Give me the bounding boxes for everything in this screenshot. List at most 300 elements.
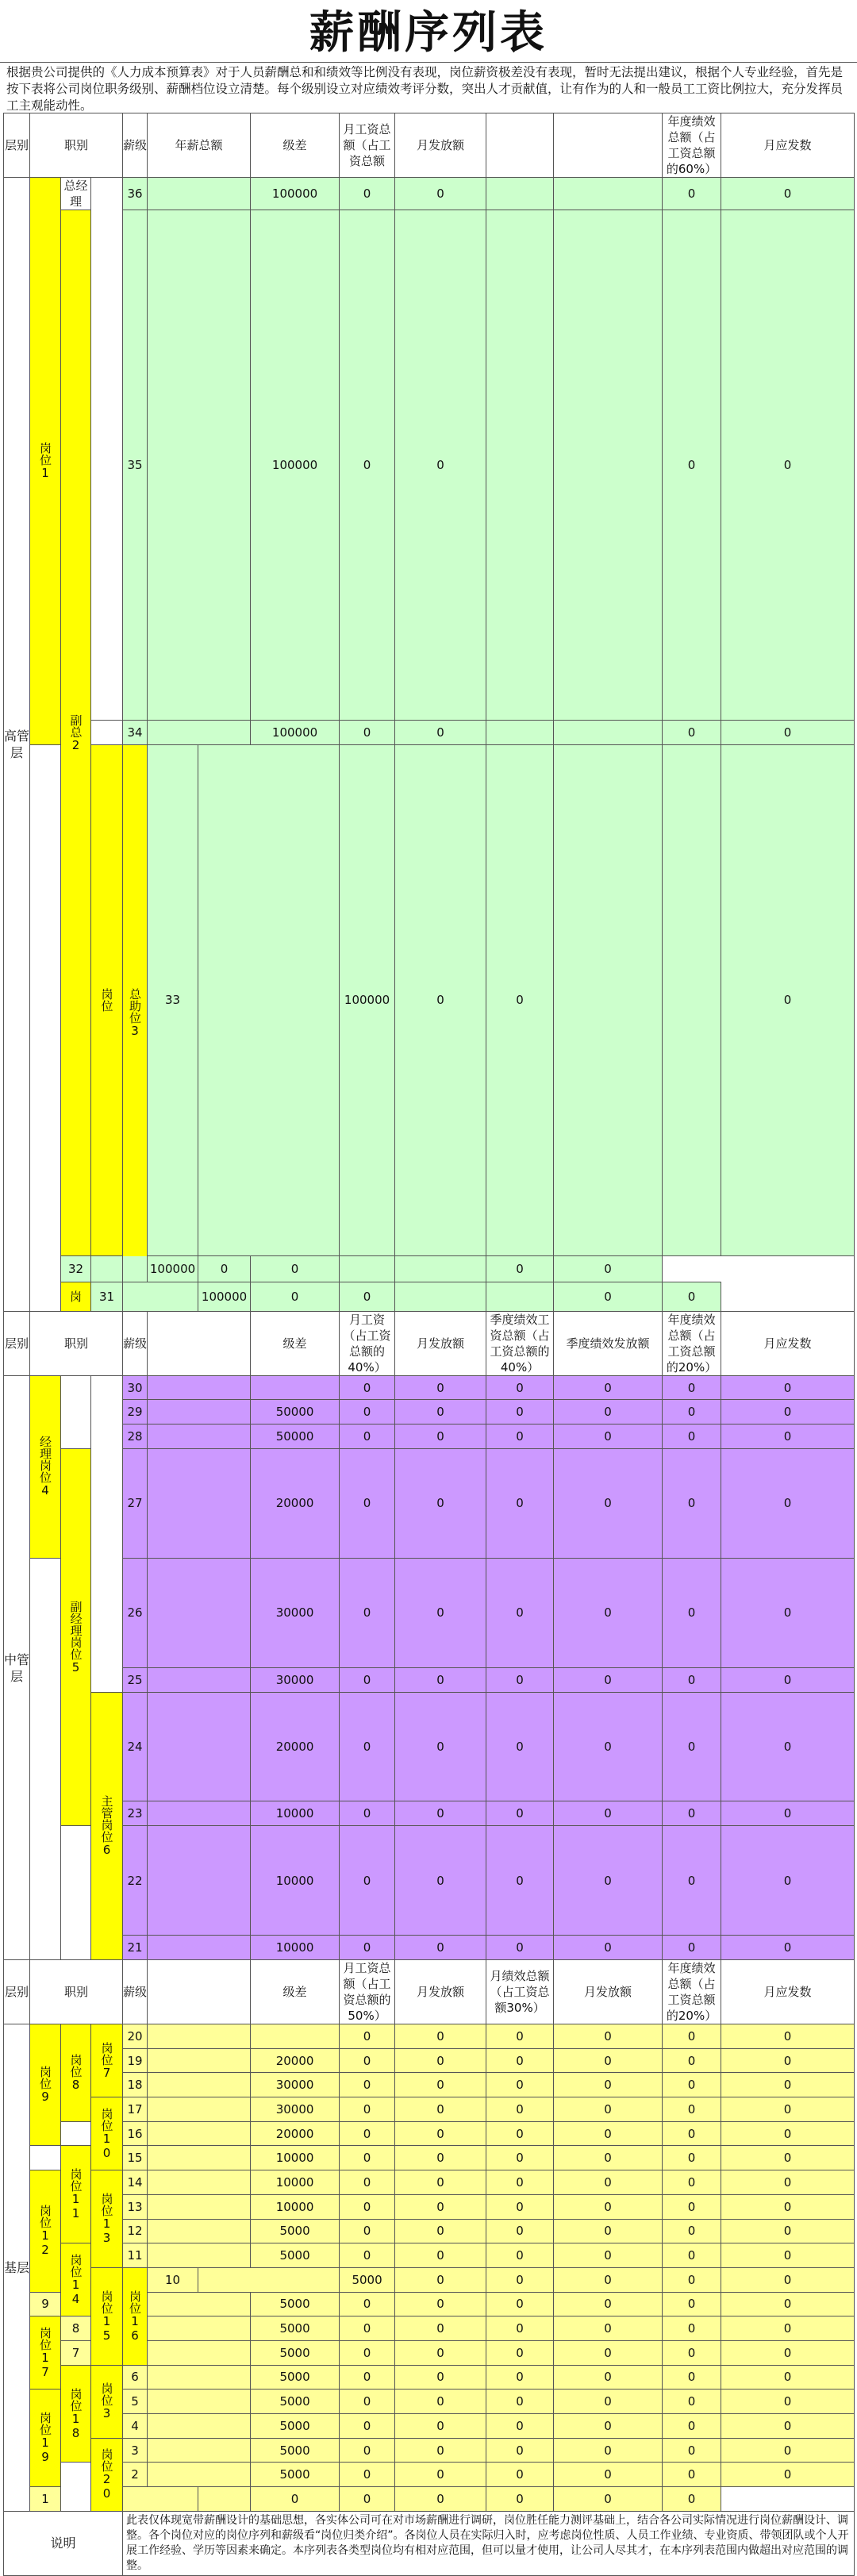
grade-cell: 6 bbox=[123, 2365, 148, 2390]
table-row bbox=[4, 2219, 855, 2243]
layer-label: 高管层 bbox=[4, 178, 30, 1312]
due-cell: 0 bbox=[721, 1400, 855, 1424]
perf-cell: 0 bbox=[486, 2024, 554, 2049]
perf-cell bbox=[486, 720, 554, 744]
header-perf-paid bbox=[554, 113, 663, 178]
perf-paid-cell: 0 bbox=[554, 2365, 663, 2390]
paid-cell: 0 bbox=[486, 744, 554, 1256]
position-label: 岗位8 bbox=[61, 2024, 91, 2122]
annual-cell bbox=[123, 2487, 198, 2512]
monthly-cell: 0 bbox=[395, 744, 486, 1256]
diff-cell: 10000 bbox=[251, 1801, 340, 1826]
annual-cell bbox=[148, 1558, 251, 1667]
perf-paid-cell: 0 bbox=[554, 2414, 663, 2439]
perf-cell bbox=[340, 1256, 395, 1282]
annual-perf-cell: 0 bbox=[663, 1449, 721, 1559]
perf-cell: 0 bbox=[486, 2365, 554, 2390]
monthly-cell: 0 bbox=[340, 1558, 395, 1667]
header-grade: 薪级 bbox=[123, 1312, 148, 1376]
paid-cell: 0 bbox=[395, 1558, 486, 1667]
monthly-cell: 0 bbox=[340, 210, 395, 721]
perf-paid-cell: 0 bbox=[554, 2390, 663, 2414]
header-perf-total bbox=[486, 113, 554, 178]
grade-cell: 17 bbox=[123, 2097, 148, 2122]
header-annual bbox=[148, 1960, 251, 2024]
grade-cell: 10 bbox=[148, 2267, 198, 2292]
perf-paid-cell bbox=[395, 1256, 486, 1282]
annual-perf-cell: 0 bbox=[663, 1936, 721, 1960]
header-monthly-paid: 月发放额 bbox=[395, 1960, 486, 2024]
header-diff: 级差 bbox=[251, 1312, 340, 1376]
annual-cell bbox=[148, 1936, 251, 1960]
grade-cell: 33 bbox=[148, 744, 198, 1256]
position-label: 岗位13 bbox=[91, 2170, 123, 2268]
due-cell: 0 bbox=[721, 720, 855, 744]
table-row bbox=[4, 2390, 855, 2414]
monthly-cell: 0 bbox=[340, 2463, 395, 2487]
diff-cell: 5000 bbox=[340, 2267, 395, 2292]
due-cell: 0 bbox=[721, 2170, 855, 2195]
monthly-cell: 0 bbox=[340, 720, 395, 744]
annual-perf-cell: 0 bbox=[663, 1692, 721, 1801]
grade-cell: 8 bbox=[61, 2316, 91, 2341]
grade-cell: 29 bbox=[123, 1400, 148, 1424]
grade-cell: 28 bbox=[123, 1424, 148, 1449]
due-cell: 0 bbox=[663, 1282, 721, 1312]
grade-cell: 12 bbox=[123, 2219, 148, 2243]
due-cell: 0 bbox=[721, 2073, 855, 2097]
perf-cell: 0 bbox=[486, 2219, 554, 2243]
monthly-cell: 0 bbox=[340, 2024, 395, 2049]
annual-perf-cell: 0 bbox=[663, 210, 721, 721]
annual-cell bbox=[148, 2243, 251, 2268]
annual-cell bbox=[148, 2292, 251, 2316]
diff-cell: 100000 bbox=[251, 210, 340, 721]
grade-cell: 16 bbox=[123, 2121, 148, 2146]
diff-cell: 100000 bbox=[148, 1256, 198, 1282]
perf-cell: 0 bbox=[486, 2097, 554, 2122]
monthly-cell: 0 bbox=[340, 2292, 395, 2316]
annual-perf-cell: 0 bbox=[663, 2463, 721, 2487]
table-row bbox=[4, 178, 855, 210]
annual-cell bbox=[148, 1801, 251, 1826]
monthly-cell: 0 bbox=[340, 2121, 395, 2146]
annual-perf-cell: 0 bbox=[663, 1558, 721, 1667]
perf-cell: 0 bbox=[486, 2073, 554, 2097]
table-row bbox=[4, 1256, 855, 1282]
grade-cell: 2 bbox=[123, 2463, 148, 2487]
annual-perf-cell: 0 bbox=[663, 2292, 721, 2316]
perf-cell bbox=[486, 178, 554, 210]
blank-cell bbox=[61, 2463, 91, 2511]
table-row bbox=[4, 2487, 855, 2512]
diff-cell: 30000 bbox=[251, 1667, 340, 1692]
diff-cell: 30000 bbox=[251, 1558, 340, 1667]
table-row bbox=[4, 2146, 855, 2170]
paid-cell: 0 bbox=[395, 720, 486, 744]
paid-cell: 0 bbox=[395, 2121, 486, 2146]
monthly-cell: 0 bbox=[340, 2146, 395, 2170]
perf-cell: 0 bbox=[486, 2292, 554, 2316]
annual-cell bbox=[148, 1826, 251, 1936]
header-monthly-total: 月工资（占工资总额的40%） bbox=[340, 1312, 395, 1376]
position-label: 岗位11 bbox=[61, 2146, 91, 2243]
due-cell: 0 bbox=[721, 1801, 855, 1826]
annual-cell bbox=[148, 2438, 251, 2463]
annual-perf-cell: 0 bbox=[663, 2073, 721, 2097]
senior-header-row bbox=[4, 113, 855, 178]
header-layer: 层别 bbox=[4, 113, 30, 178]
table-row bbox=[4, 2048, 855, 2073]
monthly-cell: 0 bbox=[340, 1424, 395, 1449]
diff-cell: 5000 bbox=[251, 2243, 340, 2268]
perf-paid-cell: 0 bbox=[554, 1400, 663, 1424]
annual-perf-cell: 0 bbox=[663, 2438, 721, 2463]
perf-paid-cell: 0 bbox=[554, 2073, 663, 2097]
annual-perf-cell: 0 bbox=[554, 2487, 663, 2512]
annual-perf-cell: 0 bbox=[663, 2146, 721, 2170]
due-cell: 0 bbox=[721, 1376, 855, 1400]
layer-label: 中管层 bbox=[4, 1376, 30, 1960]
monthly-cell: 0 bbox=[340, 1400, 395, 1424]
header-monthly-due: 月应发数 bbox=[721, 113, 855, 178]
perf-cell: 0 bbox=[486, 1936, 554, 1960]
paid-cell: 0 bbox=[395, 1449, 486, 1559]
blank-cell bbox=[30, 2146, 61, 2170]
grade-cell: 9 bbox=[30, 2292, 61, 2316]
perf-paid-cell: 0 bbox=[554, 1449, 663, 1559]
monthly-cell: 0 bbox=[395, 2267, 486, 2292]
annual-perf-cell: 0 bbox=[663, 1801, 721, 1826]
paid-cell: 0 bbox=[395, 1376, 486, 1400]
perf-paid-cell: 0 bbox=[554, 2463, 663, 2487]
monthly-cell: 0 bbox=[340, 1801, 395, 1826]
table-row bbox=[4, 1449, 855, 1559]
monthly-cell: 0 bbox=[340, 2243, 395, 2268]
position-label: 岗位15 bbox=[91, 2267, 123, 2365]
perf-paid-cell: 0 bbox=[554, 2219, 663, 2243]
perf-paid-cell: 0 bbox=[554, 2316, 663, 2341]
diff-cell: 100000 bbox=[251, 178, 340, 210]
grade-cell: 19 bbox=[123, 2048, 148, 2073]
diff-cell: 5000 bbox=[251, 2390, 340, 2414]
perf-cell: 0 bbox=[486, 2146, 554, 2170]
monthly-cell: 0 bbox=[340, 2438, 395, 2463]
grade-cell: 30 bbox=[123, 1376, 148, 1400]
annual-perf-cell: 0 bbox=[663, 1376, 721, 1400]
monthly-cell: 0 bbox=[340, 1826, 395, 1936]
grade-cell: 7 bbox=[61, 2340, 91, 2365]
paid-cell: 0 bbox=[251, 1256, 340, 1282]
annual-cell bbox=[148, 2365, 251, 2390]
blank-cell bbox=[61, 1376, 91, 1449]
monthly-cell: 0 bbox=[340, 178, 395, 210]
due-cell: 0 bbox=[721, 1692, 855, 1801]
annual-perf-cell: 0 bbox=[663, 178, 721, 210]
diff-cell: 50000 bbox=[251, 1400, 340, 1424]
perf-paid-cell: 0 bbox=[554, 2243, 663, 2268]
position-label: 岗位1 bbox=[30, 178, 61, 745]
due-cell: 0 bbox=[721, 2316, 855, 2341]
due-cell: 0 bbox=[663, 2487, 721, 2512]
paid-cell: 0 bbox=[340, 1282, 395, 1312]
monthly-cell: 0 bbox=[340, 2390, 395, 2414]
monthly-cell: 0 bbox=[340, 1692, 395, 1801]
table-row bbox=[4, 2170, 855, 2195]
paid-cell: 0 bbox=[340, 2487, 395, 2512]
annual-perf-cell: 0 bbox=[663, 2024, 721, 2049]
monthly-cell: 0 bbox=[340, 2097, 395, 2122]
paid-cell: 0 bbox=[395, 1826, 486, 1936]
annual-perf-cell: 0 bbox=[663, 2390, 721, 2414]
position-label: 岗位7 bbox=[91, 2024, 123, 2097]
header-position: 职别 bbox=[30, 1312, 123, 1376]
perf-paid-cell: 0 bbox=[554, 2170, 663, 2195]
monthly-cell: 0 bbox=[340, 2194, 395, 2219]
due-cell: 0 bbox=[721, 2463, 855, 2487]
perf-cell: 0 bbox=[486, 1400, 554, 1424]
position-label: 岗 bbox=[61, 1282, 91, 1312]
grade-cell: 4 bbox=[123, 2414, 148, 2439]
position-label: 岗位14 bbox=[61, 2243, 91, 2316]
annual-perf-cell: 0 bbox=[663, 2194, 721, 2219]
due-cell: 0 bbox=[721, 1449, 855, 1559]
grade-cell: 22 bbox=[123, 1826, 148, 1936]
due-cell: 0 bbox=[721, 1424, 855, 1449]
paid-cell: 0 bbox=[395, 2097, 486, 2122]
perf-paid-cell: 0 bbox=[554, 2194, 663, 2219]
annual-perf-cell: 0 bbox=[663, 1826, 721, 1936]
paid-cell: 0 bbox=[395, 2243, 486, 2268]
annual-cell bbox=[148, 1449, 251, 1559]
paid-cell: 0 bbox=[395, 2414, 486, 2439]
paid-cell: 0 bbox=[395, 2316, 486, 2341]
due-cell: 0 bbox=[721, 2243, 855, 2268]
perf-cell: 0 bbox=[486, 1801, 554, 1826]
diff-cell: 5000 bbox=[251, 2292, 340, 2316]
diff-cell: 5000 bbox=[251, 2414, 340, 2439]
perf-cell bbox=[395, 1282, 486, 1312]
paid-cell: 0 bbox=[395, 2365, 486, 2390]
header-annual-perf: 年度绩效总额（占工资总额的20%） bbox=[663, 1960, 721, 2024]
diff-cell: 10000 bbox=[251, 1936, 340, 1960]
due-cell: 0 bbox=[721, 2024, 855, 2049]
header-perf-total: 季度绩效工资总额（占工资总额的40%） bbox=[486, 1312, 554, 1376]
perf-cell bbox=[486, 210, 554, 721]
diff-cell: 10000 bbox=[251, 1826, 340, 1936]
table-row bbox=[4, 2243, 855, 2268]
table-row bbox=[4, 2365, 855, 2390]
due-cell: 0 bbox=[721, 1667, 855, 1692]
perf-cell: 0 bbox=[486, 1667, 554, 1692]
grade-cell: 27 bbox=[123, 1449, 148, 1559]
monthly-cell: 0 bbox=[198, 1256, 251, 1282]
table-row bbox=[4, 744, 855, 1256]
header-grade: 薪级 bbox=[123, 113, 148, 178]
due-cell: 0 bbox=[721, 2292, 855, 2316]
table-row bbox=[4, 1282, 855, 1312]
perf-paid-cell: 0 bbox=[554, 2340, 663, 2365]
perf-paid-cell: 0 bbox=[554, 2097, 663, 2122]
annual-perf-cell: 0 bbox=[663, 2365, 721, 2390]
annual-perf-cell: 0 bbox=[663, 1400, 721, 1424]
diff-cell bbox=[251, 2024, 340, 2049]
diff-cell: 5000 bbox=[251, 2316, 340, 2341]
perf-paid-cell: 0 bbox=[554, 1692, 663, 1801]
perf-paid-cell: 0 bbox=[663, 2267, 721, 2292]
monthly-cell: 0 bbox=[340, 2365, 395, 2390]
table-row bbox=[4, 2414, 855, 2439]
table-row bbox=[4, 1826, 855, 1936]
paid-cell: 0 bbox=[395, 2048, 486, 2073]
perf-cell: 0 bbox=[486, 2390, 554, 2414]
table-row bbox=[4, 1692, 855, 1801]
blank-cell bbox=[61, 1826, 91, 1960]
paid-cell: 0 bbox=[395, 1424, 486, 1449]
perf-paid-cell: 0 bbox=[554, 2121, 663, 2146]
annual-cell bbox=[148, 2097, 251, 2122]
table-row bbox=[4, 2194, 855, 2219]
paid-cell: 0 bbox=[395, 2024, 486, 2049]
diff-cell: 5000 bbox=[251, 2463, 340, 2487]
annual-perf-cell: 0 bbox=[663, 2316, 721, 2341]
middle-header-row bbox=[4, 1312, 855, 1376]
table-row bbox=[4, 1558, 855, 1667]
grade-cell: 25 bbox=[123, 1667, 148, 1692]
position-label: 岗位12 bbox=[30, 2170, 61, 2292]
perf-cell: 0 bbox=[486, 2316, 554, 2341]
position-label: 岗位18 bbox=[61, 2365, 91, 2463]
grade-cell: 35 bbox=[123, 210, 148, 721]
monthly-cell: 0 bbox=[340, 2073, 395, 2097]
header-annual-perf: 年度绩效总额（占工资总额的60%） bbox=[663, 113, 721, 178]
perf-cell: 0 bbox=[486, 2340, 554, 2365]
diff-cell bbox=[198, 2487, 251, 2512]
diff-cell: 50000 bbox=[251, 1424, 340, 1449]
diff-cell: 100000 bbox=[198, 1282, 251, 1312]
paid-cell: 0 bbox=[395, 2390, 486, 2414]
annual-perf-cell: 0 bbox=[663, 1667, 721, 1692]
paid-cell: 0 bbox=[395, 2219, 486, 2243]
paid-cell: 0 bbox=[395, 2292, 486, 2316]
perf-paid-cell: 0 bbox=[554, 2146, 663, 2170]
table-row bbox=[4, 720, 855, 744]
table-row bbox=[4, 2097, 855, 2122]
header-perf-total: 月绩效总额（占工资总额30%） bbox=[486, 1960, 554, 2024]
perf-cell: 0 bbox=[486, 1558, 554, 1667]
perf-paid-cell bbox=[486, 1282, 554, 1312]
annual-cell bbox=[148, 1692, 251, 1801]
diff-cell: 10000 bbox=[251, 2146, 340, 2170]
perf-cell: 0 bbox=[486, 1449, 554, 1559]
paid-cell: 0 bbox=[395, 2194, 486, 2219]
annual-cell bbox=[148, 2390, 251, 2414]
annual-cell bbox=[148, 1667, 251, 1692]
perf-paid-cell bbox=[554, 210, 663, 721]
header-perf-paid: 月发放额 bbox=[554, 1960, 663, 2024]
paid-cell: 0 bbox=[395, 2073, 486, 2097]
paid-cell: 0 bbox=[395, 1801, 486, 1826]
table-row bbox=[4, 2267, 855, 2292]
monthly-cell: 0 bbox=[340, 2219, 395, 2243]
paid-cell: 0 bbox=[395, 1400, 486, 1424]
header-diff: 级差 bbox=[251, 1960, 340, 2024]
annual-perf-cell: 0 bbox=[663, 720, 721, 744]
due-cell: 0 bbox=[721, 2365, 855, 2390]
perf-paid-cell bbox=[663, 744, 721, 1256]
header-layer: 层别 bbox=[4, 1312, 30, 1376]
blank-cell bbox=[91, 1376, 123, 1693]
table-row bbox=[4, 1400, 855, 1424]
page-title: 薪酬序列表 bbox=[0, 0, 857, 63]
perf-paid-cell: 0 bbox=[554, 1936, 663, 1960]
perf-paid-cell: 0 bbox=[554, 1826, 663, 1936]
grade-cell: 24 bbox=[123, 1692, 148, 1801]
diff-cell: 30000 bbox=[251, 2097, 340, 2122]
paid-cell: 0 bbox=[395, 1692, 486, 1801]
perf-cell: 0 bbox=[486, 1826, 554, 1936]
monthly-cell: 0 bbox=[251, 2487, 340, 2512]
annual-cell bbox=[123, 1282, 198, 1312]
annual-perf-cell: 0 bbox=[663, 2340, 721, 2365]
header-monthly-due: 月应发数 bbox=[721, 1960, 855, 2024]
blank-cell bbox=[61, 2121, 91, 2146]
diff-cell bbox=[251, 1376, 340, 1400]
perf-cell bbox=[554, 744, 663, 1256]
header-monthly-total: 月工资总额（占工资总额 bbox=[340, 113, 395, 178]
annual-cell bbox=[148, 1400, 251, 1424]
perf-cell: 0 bbox=[486, 1376, 554, 1400]
perf-paid-cell: 0 bbox=[486, 2487, 554, 2512]
blank-cell bbox=[30, 744, 61, 1312]
position-label: 岗位20 bbox=[91, 2438, 123, 2511]
monthly-cell: 0 bbox=[340, 2048, 395, 2073]
annual-cell bbox=[148, 720, 251, 744]
grade-cell: 18 bbox=[123, 2073, 148, 2097]
base-header-row bbox=[4, 1960, 855, 2024]
footer-text: 此表仅体现宽带薪酬设计的基础思想，各实体公司可在对市场薪酬进行调研，岗位胜任能力测评基础上，结合各公司实际情况进行岗位薪酬设计、调整。各个岗位对应的岗位序列和薪级看“岗位归类介绍”。各岗位人员在实际归入时，应考虑岗位性质、人员工作业绩、专业资质、带领团队或个人开展工作经验、学历等因素来确定。本序列表各类型岗位均有相对应范围，但可以量才使用，让公司人尽其才，在本序列表范围内做超出对应范围的调整。 bbox=[123, 2511, 855, 2575]
table-row bbox=[4, 2463, 855, 2487]
table-row bbox=[4, 1424, 855, 1449]
monthly-cell: 0 bbox=[340, 1667, 395, 1692]
header-monthly-paid: 月发放额 bbox=[395, 113, 486, 178]
diff-cell: 5000 bbox=[251, 2365, 340, 2390]
grade-cell: 21 bbox=[123, 1936, 148, 1960]
annual-cell bbox=[148, 2024, 251, 2049]
monthly-cell: 0 bbox=[340, 1449, 395, 1559]
due-cell: 0 bbox=[721, 2390, 855, 2414]
due-cell: 0 bbox=[721, 2121, 855, 2146]
perf-cell: 0 bbox=[486, 2414, 554, 2439]
monthly-cell: 0 bbox=[340, 2316, 395, 2341]
perf-paid-cell bbox=[554, 720, 663, 744]
header-annual bbox=[148, 1312, 251, 1376]
due-cell: 0 bbox=[721, 2219, 855, 2243]
monthly-cell: 0 bbox=[251, 1282, 340, 1312]
annual-cell bbox=[148, 2170, 251, 2195]
blank-cell bbox=[30, 1558, 61, 1959]
diff-cell: 100000 bbox=[251, 720, 340, 744]
due-cell: 0 bbox=[721, 2340, 855, 2365]
annual-perf-cell: 0 bbox=[721, 744, 855, 1256]
header-annual-perf: 年度绩效总额（占工资总额的20%） bbox=[663, 1312, 721, 1376]
diff-cell: 10000 bbox=[251, 2194, 340, 2219]
diff-cell: 100000 bbox=[340, 744, 395, 1256]
perf-cell: 0 bbox=[486, 2170, 554, 2195]
perf-cell: 0 bbox=[486, 2048, 554, 2073]
table-row bbox=[4, 2024, 855, 2049]
header-annual: 年薪总额 bbox=[148, 113, 251, 178]
